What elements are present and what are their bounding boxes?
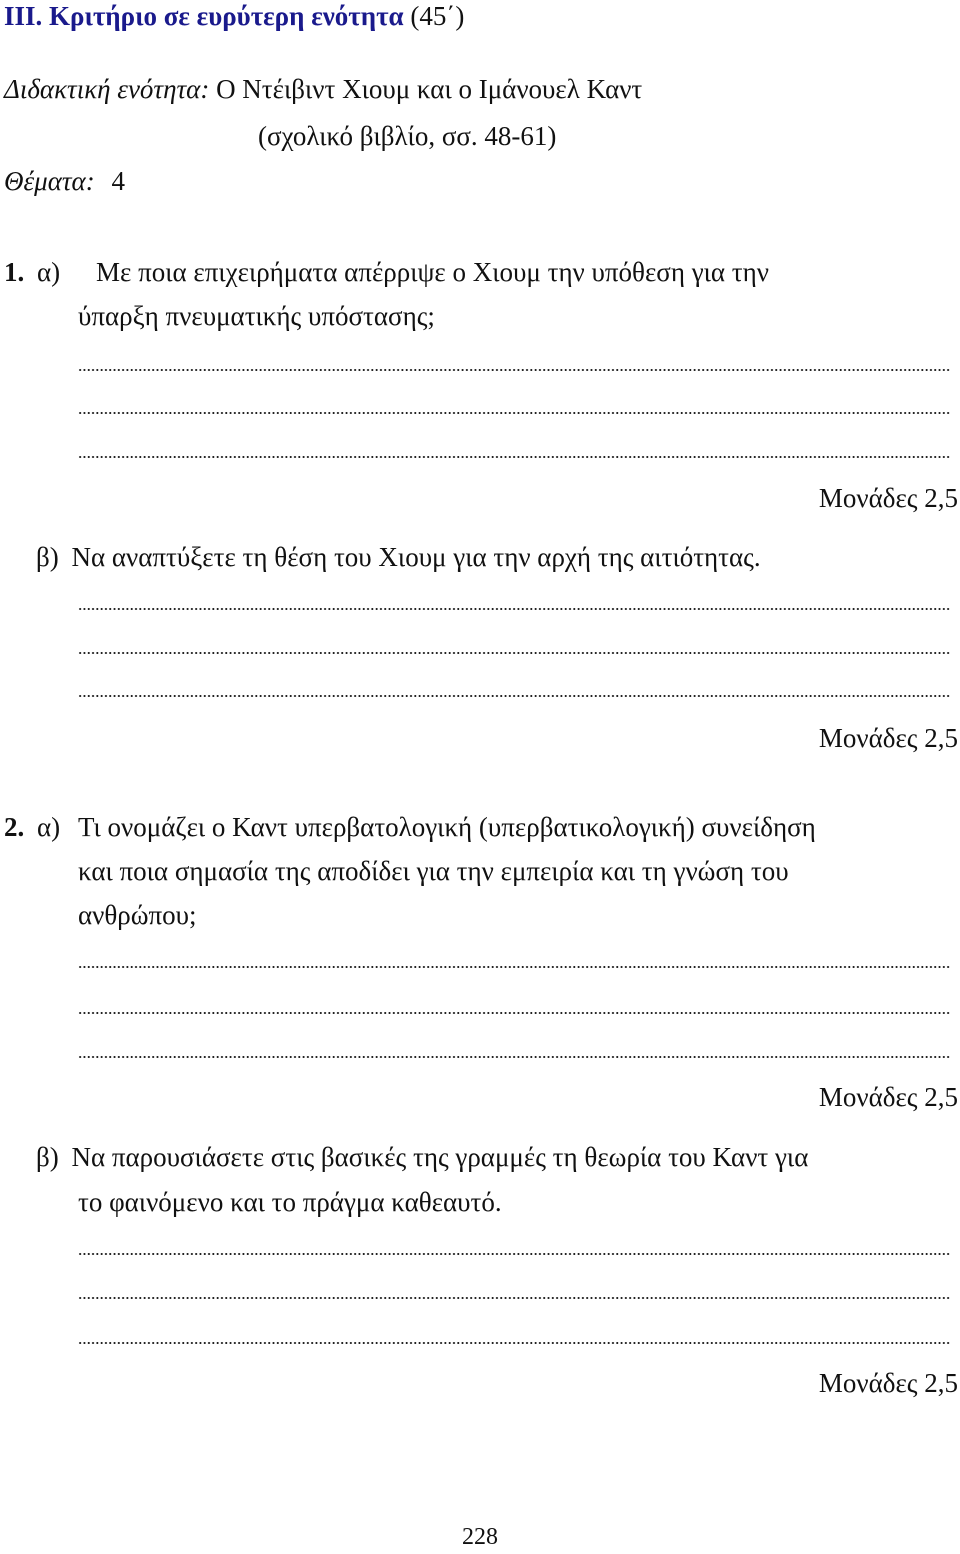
question-2a-line-3: ανθρώπου; [78, 900, 197, 930]
answer-line[interactable] [78, 1055, 950, 1059]
question-2b-units: Μονάδες 2,5 [818, 1368, 958, 1398]
answer-line[interactable] [78, 651, 950, 655]
question-1a-line-1: Με ποια επιχειρήματα απέρριψε ο Χιουμ την υπόθεση για την [96, 257, 769, 287]
question-1-number: 1. α) [4, 257, 61, 287]
question-2a-line-2: και ποια σημασία της αποδίδει για την εμπειρία και τη γνώση του [78, 856, 789, 886]
answer-line[interactable] [78, 694, 950, 698]
answer-line[interactable] [78, 1011, 950, 1015]
answer-line[interactable] [78, 1252, 950, 1256]
answer-line[interactable] [78, 455, 950, 459]
question-2b-line-2: το φαινόμενο και το πράγμα καθεαυτό. [78, 1187, 502, 1217]
unit-reference: (σχολικό βιβλίο, σσ. 48-61) [258, 121, 557, 151]
answer-line[interactable] [78, 1341, 950, 1345]
unit-label: Διδακτική ενότητα: [4, 74, 210, 104]
topics-line [4, 165, 125, 197]
answer-line[interactable] [78, 1296, 950, 1300]
answer-line[interactable] [78, 411, 950, 415]
question-1a-units: Μονάδες 2,5 [818, 483, 958, 513]
question-1b [36, 541, 761, 573]
section-number: III. [4, 1, 43, 31]
question-2a-units: Μονάδες 2,5 [818, 1082, 958, 1112]
topics-label: Θέματα: [4, 166, 95, 196]
section-title: Κριτήριο σε ευρύτερη ενότητα [49, 1, 404, 31]
section-heading [4, 0, 464, 32]
section-duration: (45΄) [410, 1, 465, 31]
question-2a-letter: α) [37, 812, 61, 842]
answer-line[interactable] [78, 368, 950, 372]
question-1b-units: Μονάδες 2,5 [818, 723, 958, 753]
topics-count: 4 [111, 166, 125, 196]
question-2b-line-1: Να παρουσιάσετε στις βασικές της γραμμές τη θεωρία του Καντ για [71, 1142, 809, 1172]
question-1a-letter: α) [37, 257, 61, 287]
question-1a-line-2: ύπαρξη πνευματικής υπόστασης; [78, 301, 435, 331]
question-2b [36, 1141, 808, 1173]
answer-line[interactable] [78, 607, 950, 611]
unit-name: Ο Ντέιβιντ Χιουμ και ο Ιμάνουελ Καντ [216, 74, 643, 104]
answer-line[interactable] [78, 965, 950, 969]
question-1b-letter: β) [36, 542, 59, 572]
question-2a-line-1: Τι ονομάζει ο Καντ υπερβατολογική (υπερβατικολογική) συνείδηση [78, 812, 816, 842]
unit-line [4, 73, 642, 105]
question-2-number: 2. α) [4, 812, 61, 842]
question-2b-letter: β) [36, 1142, 59, 1172]
question-1b-line-1: Να αναπτύξετε τη θέση του Χιουμ για την αρχή της αιτιότητας. [71, 542, 761, 572]
page-number: 228 [462, 1524, 498, 1550]
